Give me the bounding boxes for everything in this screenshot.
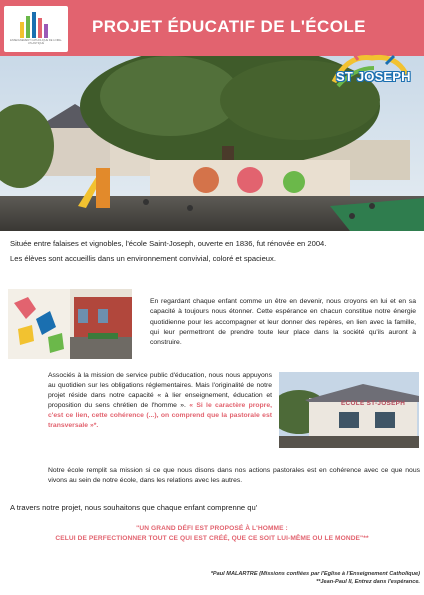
paragraph-coherence: Notre école remplit sa mission si ce que nous disons dans nos actions pastorales est en cohérence avec ce que nous vivons au sein de notre école, dans les relations avec les autres. — [48, 467, 420, 485]
malartre-quote: « Si le caractère propre, c'est ce lien, cette cohérence (...), on comprend que la pastorale est transversale »*. — [48, 402, 272, 430]
diocese-logo — [4, 6, 68, 52]
school-building-photo — [279, 372, 419, 448]
intro-line-1: Située entre falaises et vignobles, l'école Saint-Joseph, ouverte en 1836, fut rénovée en 2004. — [10, 239, 327, 248]
st-joseph-logo-text: ST JOSEPH — [336, 69, 411, 84]
footnotes — [180, 570, 420, 586]
motto-line-2: CELUI DE PERFECTIONNER TOUT CE QUI EST CRÉÉ, QUE CE SOIT LUI-MÊME OU LE MONDE"** — [55, 535, 369, 542]
paragraph-lead-in: A travers notre projet, nous souhaitons que chaque enfant comprenne qu' — [10, 503, 258, 512]
st-joseph-logo — [328, 52, 414, 96]
paragraph-mission-text: Associés à la mission de service public d'éducation, nous nous appuyons au quotidien sur les obligations réglementaires. Mais l'originalité de notre projet réside dans notre capacité « à lier enseignement, éducation et proposition du sens chrétien de l'homme ». — [48, 372, 272, 410]
logo-bars-icon — [16, 12, 56, 38]
page-title: PROJET ÉDUCATIF DE L'ÉCOLE — [92, 17, 366, 36]
motto-line-1: "UN GRAND DÉFI EST PROPOSÉ À L'HOMME : — [136, 525, 288, 532]
logo-caption: ENSEIGNEMENT CATHOLIQUE DE LOIRE-ATLANTIQUE — [10, 39, 62, 45]
footnote-2: **Jean-Paul II, Entrez dans l'espérance. — [316, 579, 420, 585]
school-sign: ECOLE ST-JOSEPH — [341, 400, 406, 407]
mural-photo — [8, 289, 132, 359]
paragraph-hope: En regardant chaque enfant comme un être en devenir, nous croyons en lui et en sa capacité à toujours nous étonner. Cette espérance en chacun constitue notre énergie quotidienne pour les accompagner et leur donner des repères, en lien avec la famille, qui leur permettront de prendre toute leur place dans la société qu'ils auront à construire. — [150, 298, 416, 347]
intro-line-2: Les élèves sont accueillis dans un environnement convivial, coloré et spacieux. — [10, 253, 276, 263]
footnote-1: *Paul MALARTRE (Missions confiées par l'Eglise à l'Enseignement Catholique) — [210, 571, 420, 577]
motto-quote — [0, 524, 424, 544]
intro-text — [10, 239, 418, 268]
paragraph-mission — [48, 371, 272, 432]
